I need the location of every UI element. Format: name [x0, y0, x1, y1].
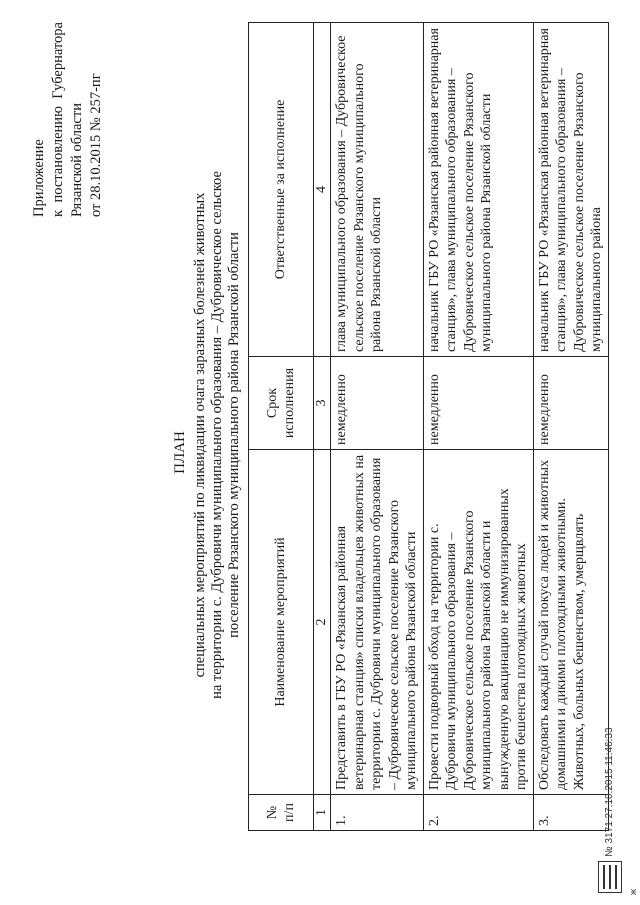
- header-term: Срок исполнения: [249, 357, 314, 450]
- row-number: 3.: [533, 795, 608, 831]
- subtitle-line: специальных мероприятий по ликвидации очага заразных болезней животных: [192, 192, 208, 678]
- row-term: немедленно: [533, 357, 608, 450]
- table-index-row: [314, 23, 331, 831]
- subtitle-line: поселение Рязанского муниципального района Рязанской области: [226, 232, 242, 638]
- header-name: Наименование мероприятий: [249, 450, 314, 795]
- registration-stamp: [598, 861, 622, 893]
- row-number: 1.: [331, 795, 424, 831]
- index-cell: 1: [314, 795, 331, 831]
- appendix-date-number: от 28.10.2015 № 257-пг: [88, 73, 104, 217]
- row-responsible: глава муниципального образования – Дубровическое сельское поселение Рязанского муниципального района Рязанской области: [331, 23, 424, 357]
- row-action: Представить в ГБУ РО «Рязанская районная ветеринарная станция» списки владельцев животных на территории с. Дубровичи муниципального образования – Дубровическое сельское поселение Рязанского муниципального района Рязанской области: [331, 450, 424, 795]
- appendix-decree-line: к постановлению Губернатора: [50, 22, 66, 217]
- table-row: [331, 23, 424, 831]
- row-responsible: начальник ГБУ РО «Рязанская районная ветеринарная станция», глава муниципального образования – Дубровическое сельское поселение Рязанского муниципального района Рязанской области: [423, 23, 533, 357]
- index-cell: 2: [314, 450, 331, 795]
- row-responsible: начальник ГБУ РО «Рязанская районная ветеринарная станция», глава муниципального образования – Дубровическое сельское поселение Рязанского муниципального района: [533, 23, 608, 357]
- document-registration-number: № 3171 27.10.2015 11:46:33: [604, 727, 615, 857]
- plan-subtitle: [192, 125, 243, 745]
- row-action: Обследовать каждый случай покуса людей и животных домашними и дикими плотоядными животными. Животных, больных бешенством, умерщвлять: [533, 450, 608, 795]
- index-cell: 4: [314, 23, 331, 357]
- row-action: Провести подворный обход на территории с. Дубровичи муниципального образования – Дубровическое сельское поселение Рязанского муниципального района Рязанской области и вынужденную вакцинацию не иммунизированных против бешенства плотоядных животных: [423, 450, 533, 795]
- corner-mark: ж: [628, 888, 638, 895]
- header-responsible: Ответственные за исполнение: [249, 23, 314, 357]
- row-term: немедленно: [423, 357, 533, 450]
- appendix-title: Приложение: [31, 139, 47, 217]
- table-row: [533, 23, 608, 831]
- appendix-block: [30, 22, 106, 217]
- index-cell: 3: [314, 357, 331, 450]
- plan-table: [248, 22, 609, 831]
- row-term: немедленно: [331, 357, 424, 450]
- header-num: № п/п: [249, 795, 314, 831]
- row-number: 2.: [423, 795, 533, 831]
- subtitle-line: на территории с. Дубровичи муниципального образования – Дубровическое сельское: [209, 171, 225, 699]
- plan-title: ПЛАН: [172, 431, 188, 474]
- table-row: [423, 23, 533, 831]
- appendix-region: Рязанской области: [69, 103, 85, 217]
- table-header-row: [249, 23, 314, 831]
